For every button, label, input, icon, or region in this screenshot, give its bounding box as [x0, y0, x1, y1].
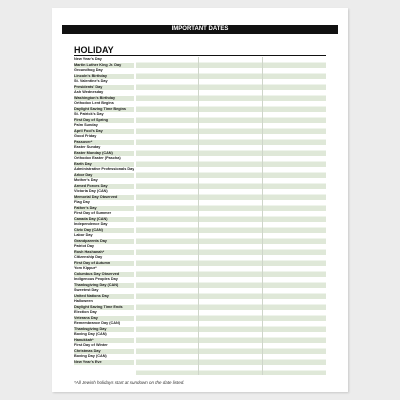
important-dates-banner: IMPORTANT DATES: [62, 25, 338, 34]
holiday-name: New Year's Day: [74, 57, 102, 61]
holiday-name: Civic Day (CAN): [74, 228, 134, 234]
holiday-name: Easter Monday (CAN): [74, 151, 134, 157]
holiday-name: Passover*: [74, 140, 134, 146]
holiday-name: Boxing Day (CAN): [74, 332, 107, 336]
holiday-name: Father's Day: [74, 206, 134, 212]
holiday-name: Columbus Day Observed: [74, 272, 134, 278]
holiday-name: United Nations Day: [74, 294, 134, 300]
year-column-divider: [262, 57, 263, 375]
year-date-columns: [136, 57, 326, 375]
holiday-name: Christmas Day: [74, 349, 134, 355]
holiday-name: Thanksgiving Day (CAN): [74, 283, 134, 289]
holiday-name: Halloween: [74, 299, 93, 303]
holiday-name: Boxing Day (CAN): [74, 354, 107, 358]
holiday-name: Arbor Day: [74, 173, 134, 179]
holiday-name: Armed Forces Day: [74, 184, 134, 190]
holiday-name: New Year's Eve: [74, 360, 134, 366]
holiday-name: Election Day: [74, 310, 97, 314]
holiday-name: Independence Day: [74, 222, 108, 226]
holiday-name: Veterans Day: [74, 316, 134, 322]
holiday-name: Victoria Day (CAN): [74, 189, 108, 193]
holiday-name: First Day of Spring: [74, 118, 134, 124]
holiday-name: Easter Sunday: [74, 145, 101, 149]
holiday-name: Citizenship Day: [74, 255, 103, 259]
holiday-name: First Day of Summer: [74, 211, 112, 215]
holiday-name: April Fool's Day: [74, 129, 134, 135]
holiday-name: St. Valentine's Day: [74, 79, 108, 83]
title-underline: [74, 55, 326, 56]
holiday-name: Palm Sunday: [74, 123, 98, 127]
holiday-name: Hanukkah*: [74, 338, 134, 344]
holiday-name: Orthodox Easter (Pascha): [74, 156, 121, 160]
holiday-name: Rosh Hashanah*: [74, 250, 134, 256]
holiday-name: Yom Kippur*: [74, 266, 97, 270]
holiday-name: Lincoln's Birthday: [74, 74, 134, 80]
holiday-name: Good Friday: [74, 134, 97, 138]
holiday-name-column: [74, 57, 134, 375]
holiday-name: Ash Wednesday: [74, 90, 104, 94]
holiday-name: Earth Day: [74, 162, 134, 168]
holiday-name: Patriot Day: [74, 244, 95, 248]
footnote: *All Jewish holidays start at sundown on the date listed.: [74, 380, 185, 385]
calendar-page: [52, 8, 348, 392]
holiday-name: Sweetest Day: [74, 288, 99, 292]
holiday-name: Martin Luther King Jr. Day: [74, 63, 134, 69]
holiday-name: Indigenous Peoples Day: [74, 277, 118, 281]
holiday-name: First Day of Autumn: [74, 261, 134, 267]
holiday-name: Daylight Saving Time Begins: [74, 107, 134, 113]
holiday-name: Mother's Day: [74, 178, 98, 182]
holiday-name: Grandparents Day: [74, 239, 134, 245]
holiday-name: First Day of Winter: [74, 343, 108, 347]
holiday-name: Orthodox Lent Begins: [74, 101, 114, 105]
year-column-divider: [198, 57, 199, 375]
holiday-name: Presidents' Day: [74, 85, 134, 91]
section-title: HOLIDAY: [74, 45, 114, 55]
holiday-name: Labor Day: [74, 233, 93, 237]
holiday-name: Flag Day: [74, 200, 90, 204]
holiday-name: Daylight Saving Time Ends: [74, 305, 134, 311]
holiday-name: Remembrance Day (CAN): [74, 321, 120, 325]
holiday-name: Groundhog Day: [74, 68, 103, 72]
holiday-name: Washington's Birthday: [74, 96, 134, 102]
holiday-name: Administrative Professionals Day: [74, 167, 134, 171]
holiday-name: Canada Day (CAN): [74, 217, 134, 223]
holiday-name: St. Patrick's Day: [74, 112, 104, 116]
holiday-name: Memorial Day Observed: [74, 195, 134, 201]
holiday-name: Thanksgiving Day: [74, 327, 134, 333]
